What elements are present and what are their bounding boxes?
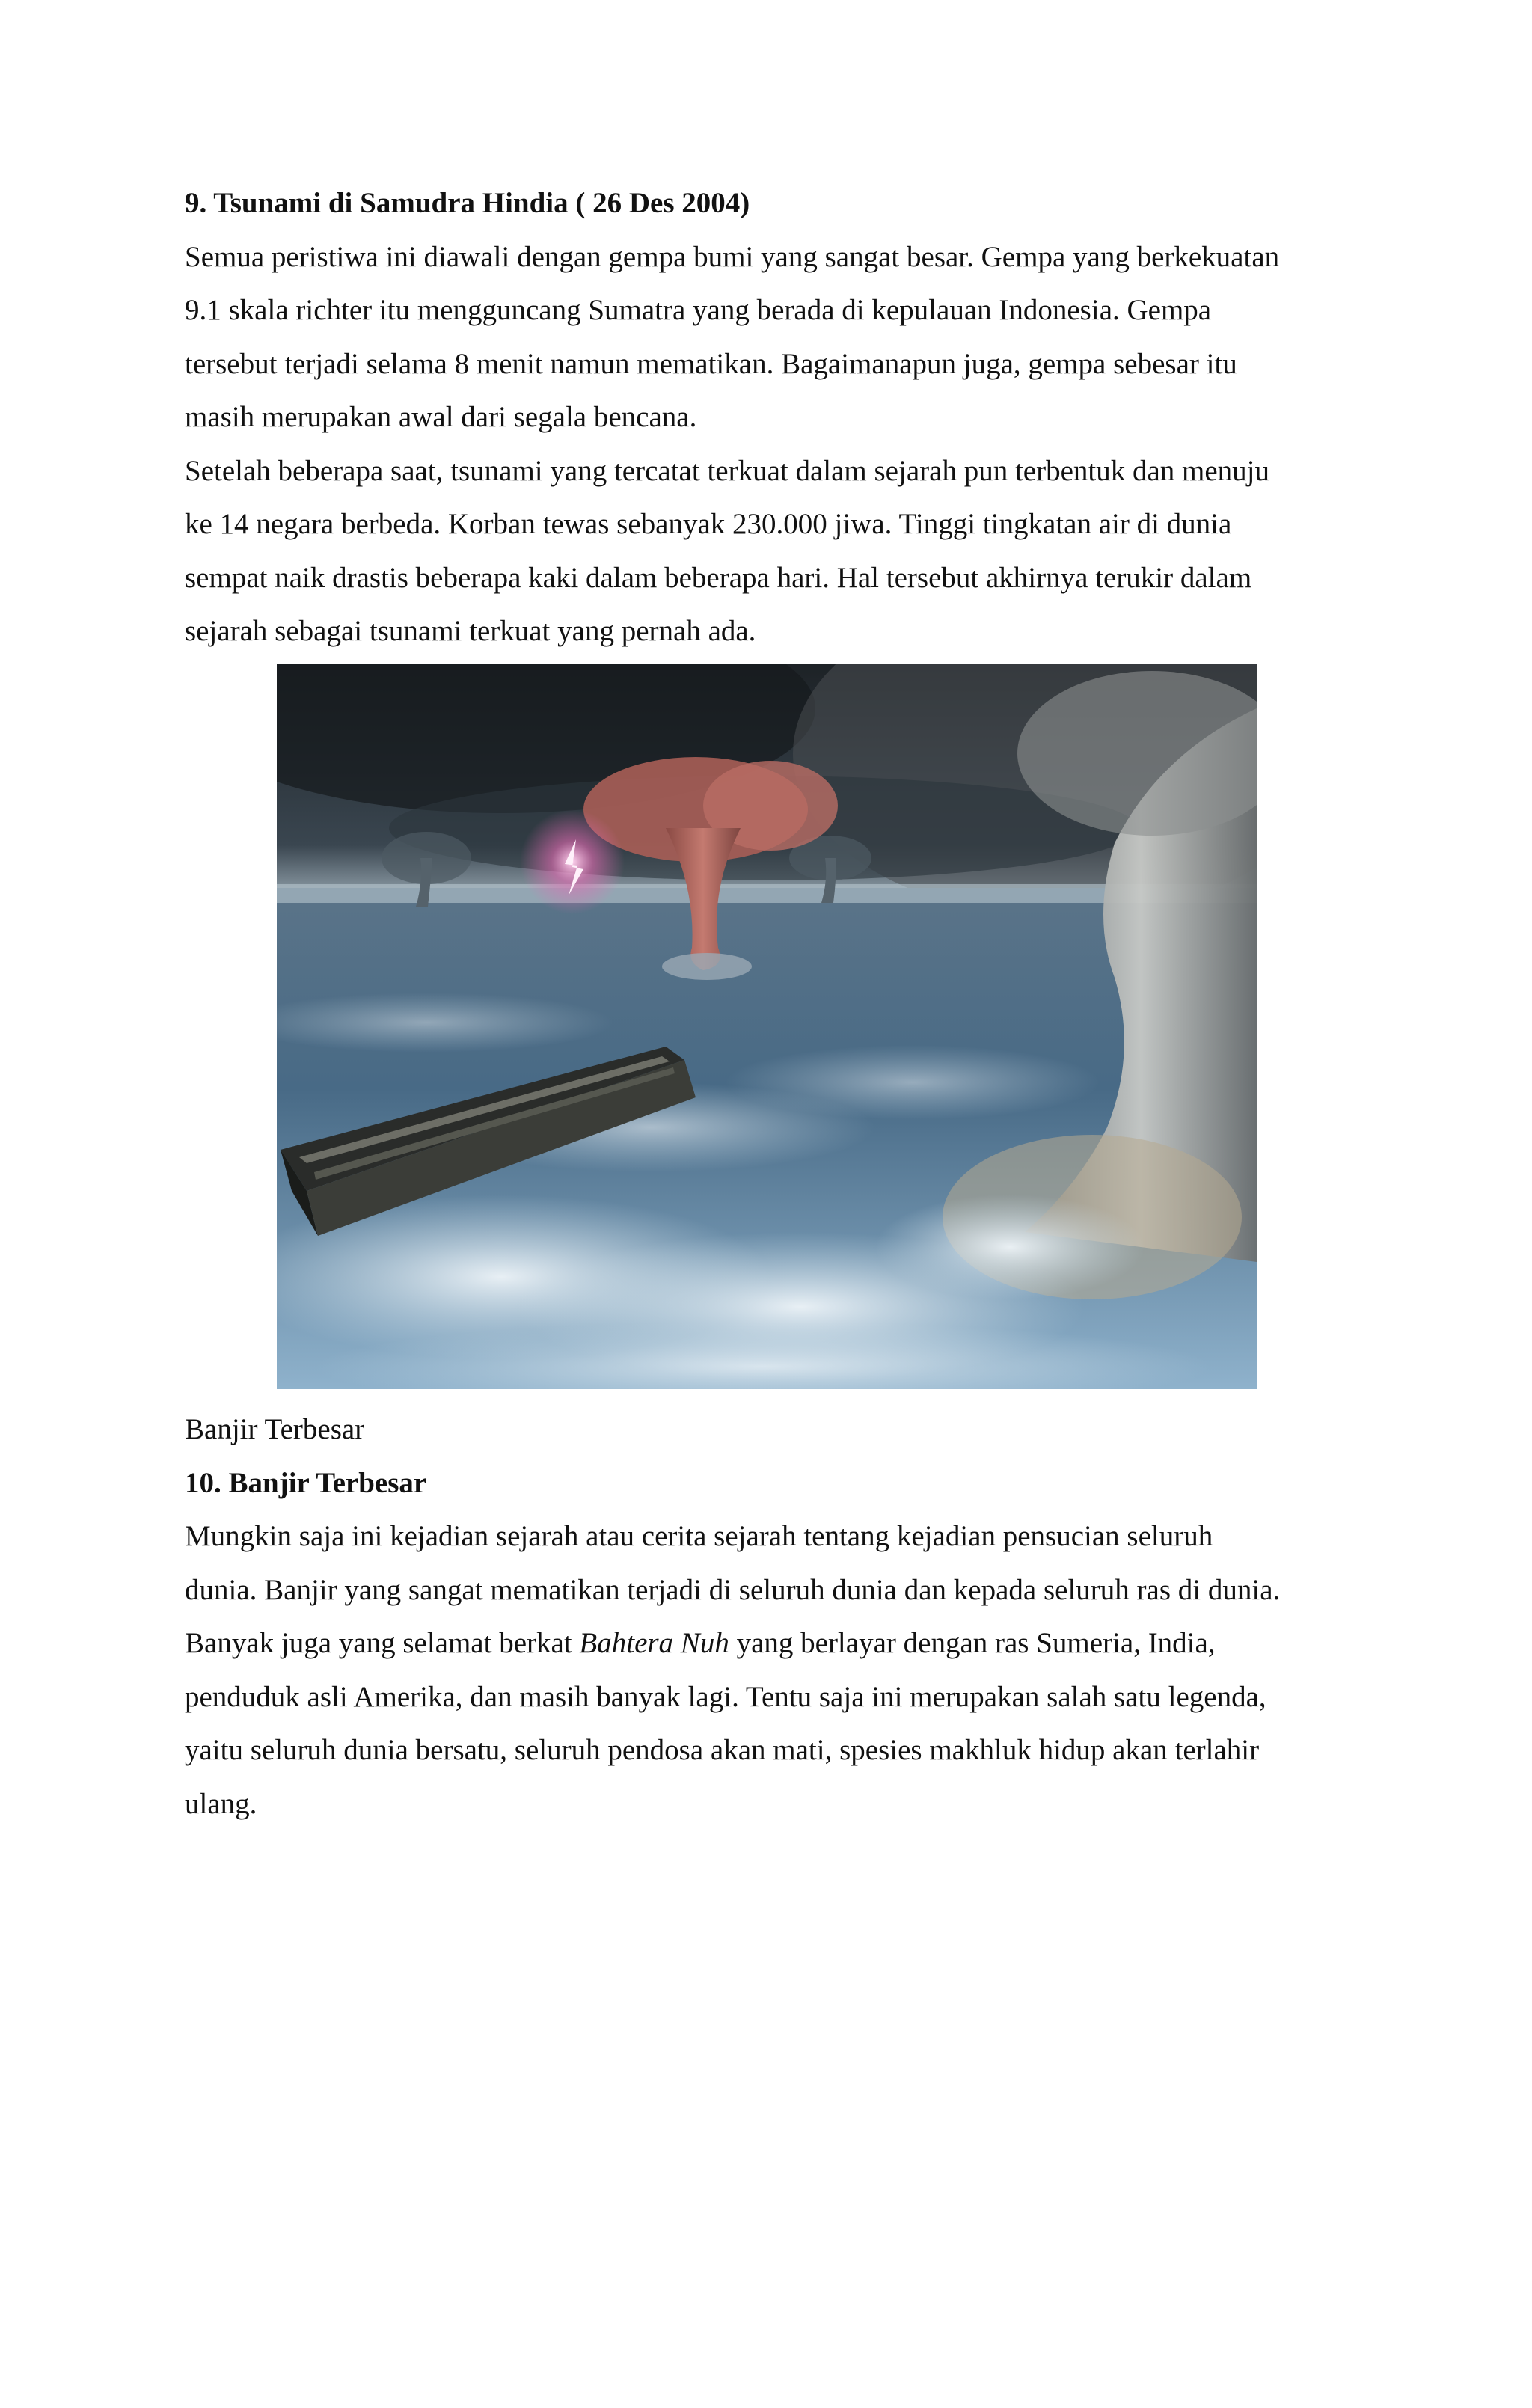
- paragraph-line: [185, 1617, 1367, 1670]
- stormy-sea-ark-icon: [277, 664, 1257, 1389]
- text-run: yang berlayar dengan ras Sumeria, India,: [729, 1627, 1216, 1659]
- paragraph-line: sejarah sebagai tsunami terkuat yang pernah ada.: [185, 615, 756, 647]
- text-run: Banyak juga yang selamat berkat: [185, 1627, 580, 1659]
- paragraph-line: tersebut terjadi selama 8 menit namun mematikan. Bagaimanapun juga, gempa sebesar itu: [185, 347, 1237, 380]
- paragraph-line: Setelah beberapa saat, tsunami yang tercatat terkuat dalam sejarah pun terbentuk dan menuju: [185, 454, 1270, 487]
- paragraph-line: Mungkin saja ini kejadian sejarah atau cerita sejarah tentang kejadian pensucian seluruh: [185, 1520, 1213, 1552]
- paragraph-line: Semua peristiwa ini diawali dengan gempa bumi yang sangat besar. Gempa yang berkekuatan: [185, 240, 1280, 273]
- paragraph-line: ke 14 negara berbeda. Korban tewas sebanyak 230.000 jiwa. Tinggi tingkatan air di dunia: [185, 508, 1232, 540]
- italic-term: Bahtera Nuh: [579, 1627, 729, 1659]
- flood-illustration: [277, 664, 1257, 1389]
- section-tsunami: [185, 177, 1367, 658]
- section-heading: 9. Tsunami di Samudra Hindia ( 26 Des 2004): [185, 187, 750, 219]
- paragraph-line: 9.1 skala richter itu mengguncang Sumatra yang berada di kepulauan Indonesia. Gempa: [185, 294, 1212, 326]
- section-heading: 10. Banjir Terbesar: [185, 1466, 427, 1499]
- image-caption: Banjir Terbesar: [185, 1413, 365, 1445]
- paragraph-line: ulang.: [185, 1787, 257, 1820]
- paragraph-line: penduduk asli Amerika, dan masih banyak lagi. Tentu saja ini merupakan salah satu legenda,: [185, 1680, 1266, 1713]
- paragraph-line: masih merupakan awal dari segala bencana.: [185, 401, 697, 433]
- paragraph-line: sempat naik drastis beberapa kaki dalam beberapa hari. Hal tersebut akhirnya terukir dalam: [185, 561, 1252, 594]
- section-banjir: [185, 1403, 1367, 1830]
- paragraph-line: dunia. Banjir yang sangat mematikan terjadi di seluruh dunia dan kepada seluruh ras di dunia.: [185, 1573, 1281, 1606]
- paragraph-line: yaitu seluruh dunia bersatu, seluruh pendosa akan mati, spesies makhluk hidup akan terlahir: [185, 1734, 1260, 1766]
